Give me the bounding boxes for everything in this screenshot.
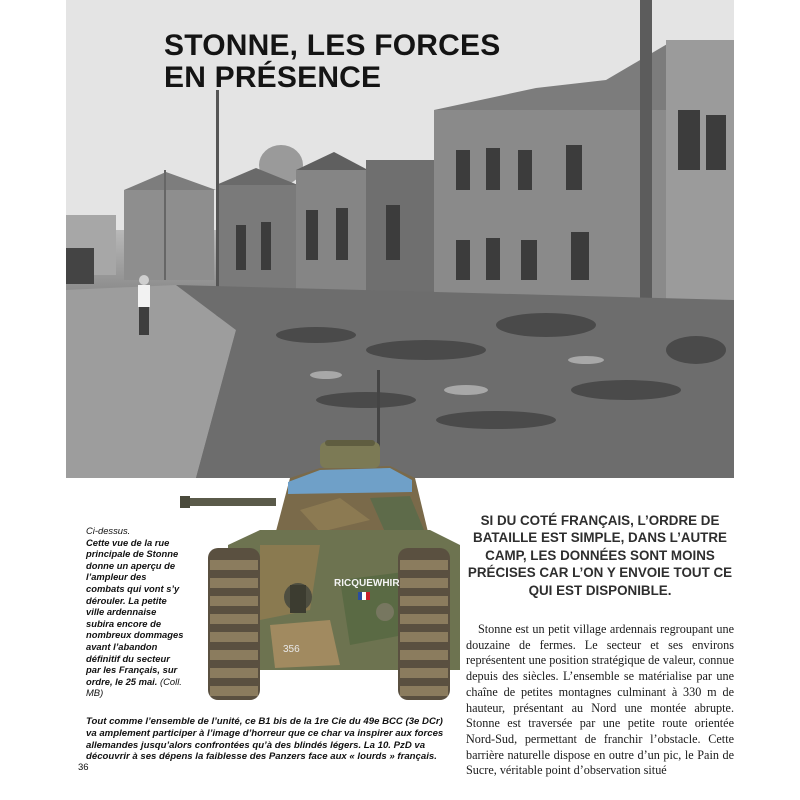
tank-drawing (180, 370, 470, 710)
char-b1-bis-illustration (180, 370, 470, 710)
tank-name-marking: RICQUEWHIR (334, 578, 400, 589)
title-line-2: EN PRÉSENCE (164, 61, 382, 94)
caption-credit: (Coll. MB) (86, 675, 182, 699)
article-lede: SI DU COTÉ FRANÇAIS, L’ORDRE DE BATAILLE EST SIMPLE, DANS L’AUTRE CAMP, LES DONNÉES SONT MOINS PRÉCISES CAR L’ON Y ENVOIE TOUT CE QUI EST DISPONIBLE. (467, 513, 733, 598)
page-number: 36 (78, 762, 89, 773)
title-line-1: STONNE, LES FORCES (164, 29, 501, 62)
caption-lead: Ci-dessus. (86, 525, 131, 536)
tank-number-marking: 356 (283, 644, 300, 655)
caption-body: Cette vue de la rue principale de Stonne donne un aperçu de l’ampleur des combats qui vont s’y dérouler. La petite ville ardennaise subira encore de nombreux dommages avant l’abandon définitif du secteur par les Français, sur ordre, le 25 mai. (86, 536, 184, 687)
article-body: Stonne est un petit village ardennais regroupant une douzaine de fermes. Le secteur et ses environs représentent une position stratégique de valeur, connue depuis des siècles. L’ensemble se matérialise par une chaîne de petites montagnes culminant à 330 m de hauteur, présentant au Nord une montée abrupte. Stonne est traversée par une petite route orientée Nord-Sud, permettant de franchir l’obstacle. Cette barrière naturelle dispose en outre d’un pic, le Pain de Sucre, véritable point d’observation situé (466, 622, 734, 778)
tank-caption: Tout comme l’ensemble de l’unité, ce B1 bis de la 1re Cie du 49e BCC (3e DCr) va amplement participer à l’image d’horreur que ce char va inspirer aux forces allemandes jusqu’alors confrontées qu’à des blindés légers. La 10. PzD va découvrir à ses dépens la faiblesse des Panzers face aux « lourds » français. (86, 716, 444, 763)
article-title (164, 30, 584, 94)
photo-caption (86, 525, 186, 699)
